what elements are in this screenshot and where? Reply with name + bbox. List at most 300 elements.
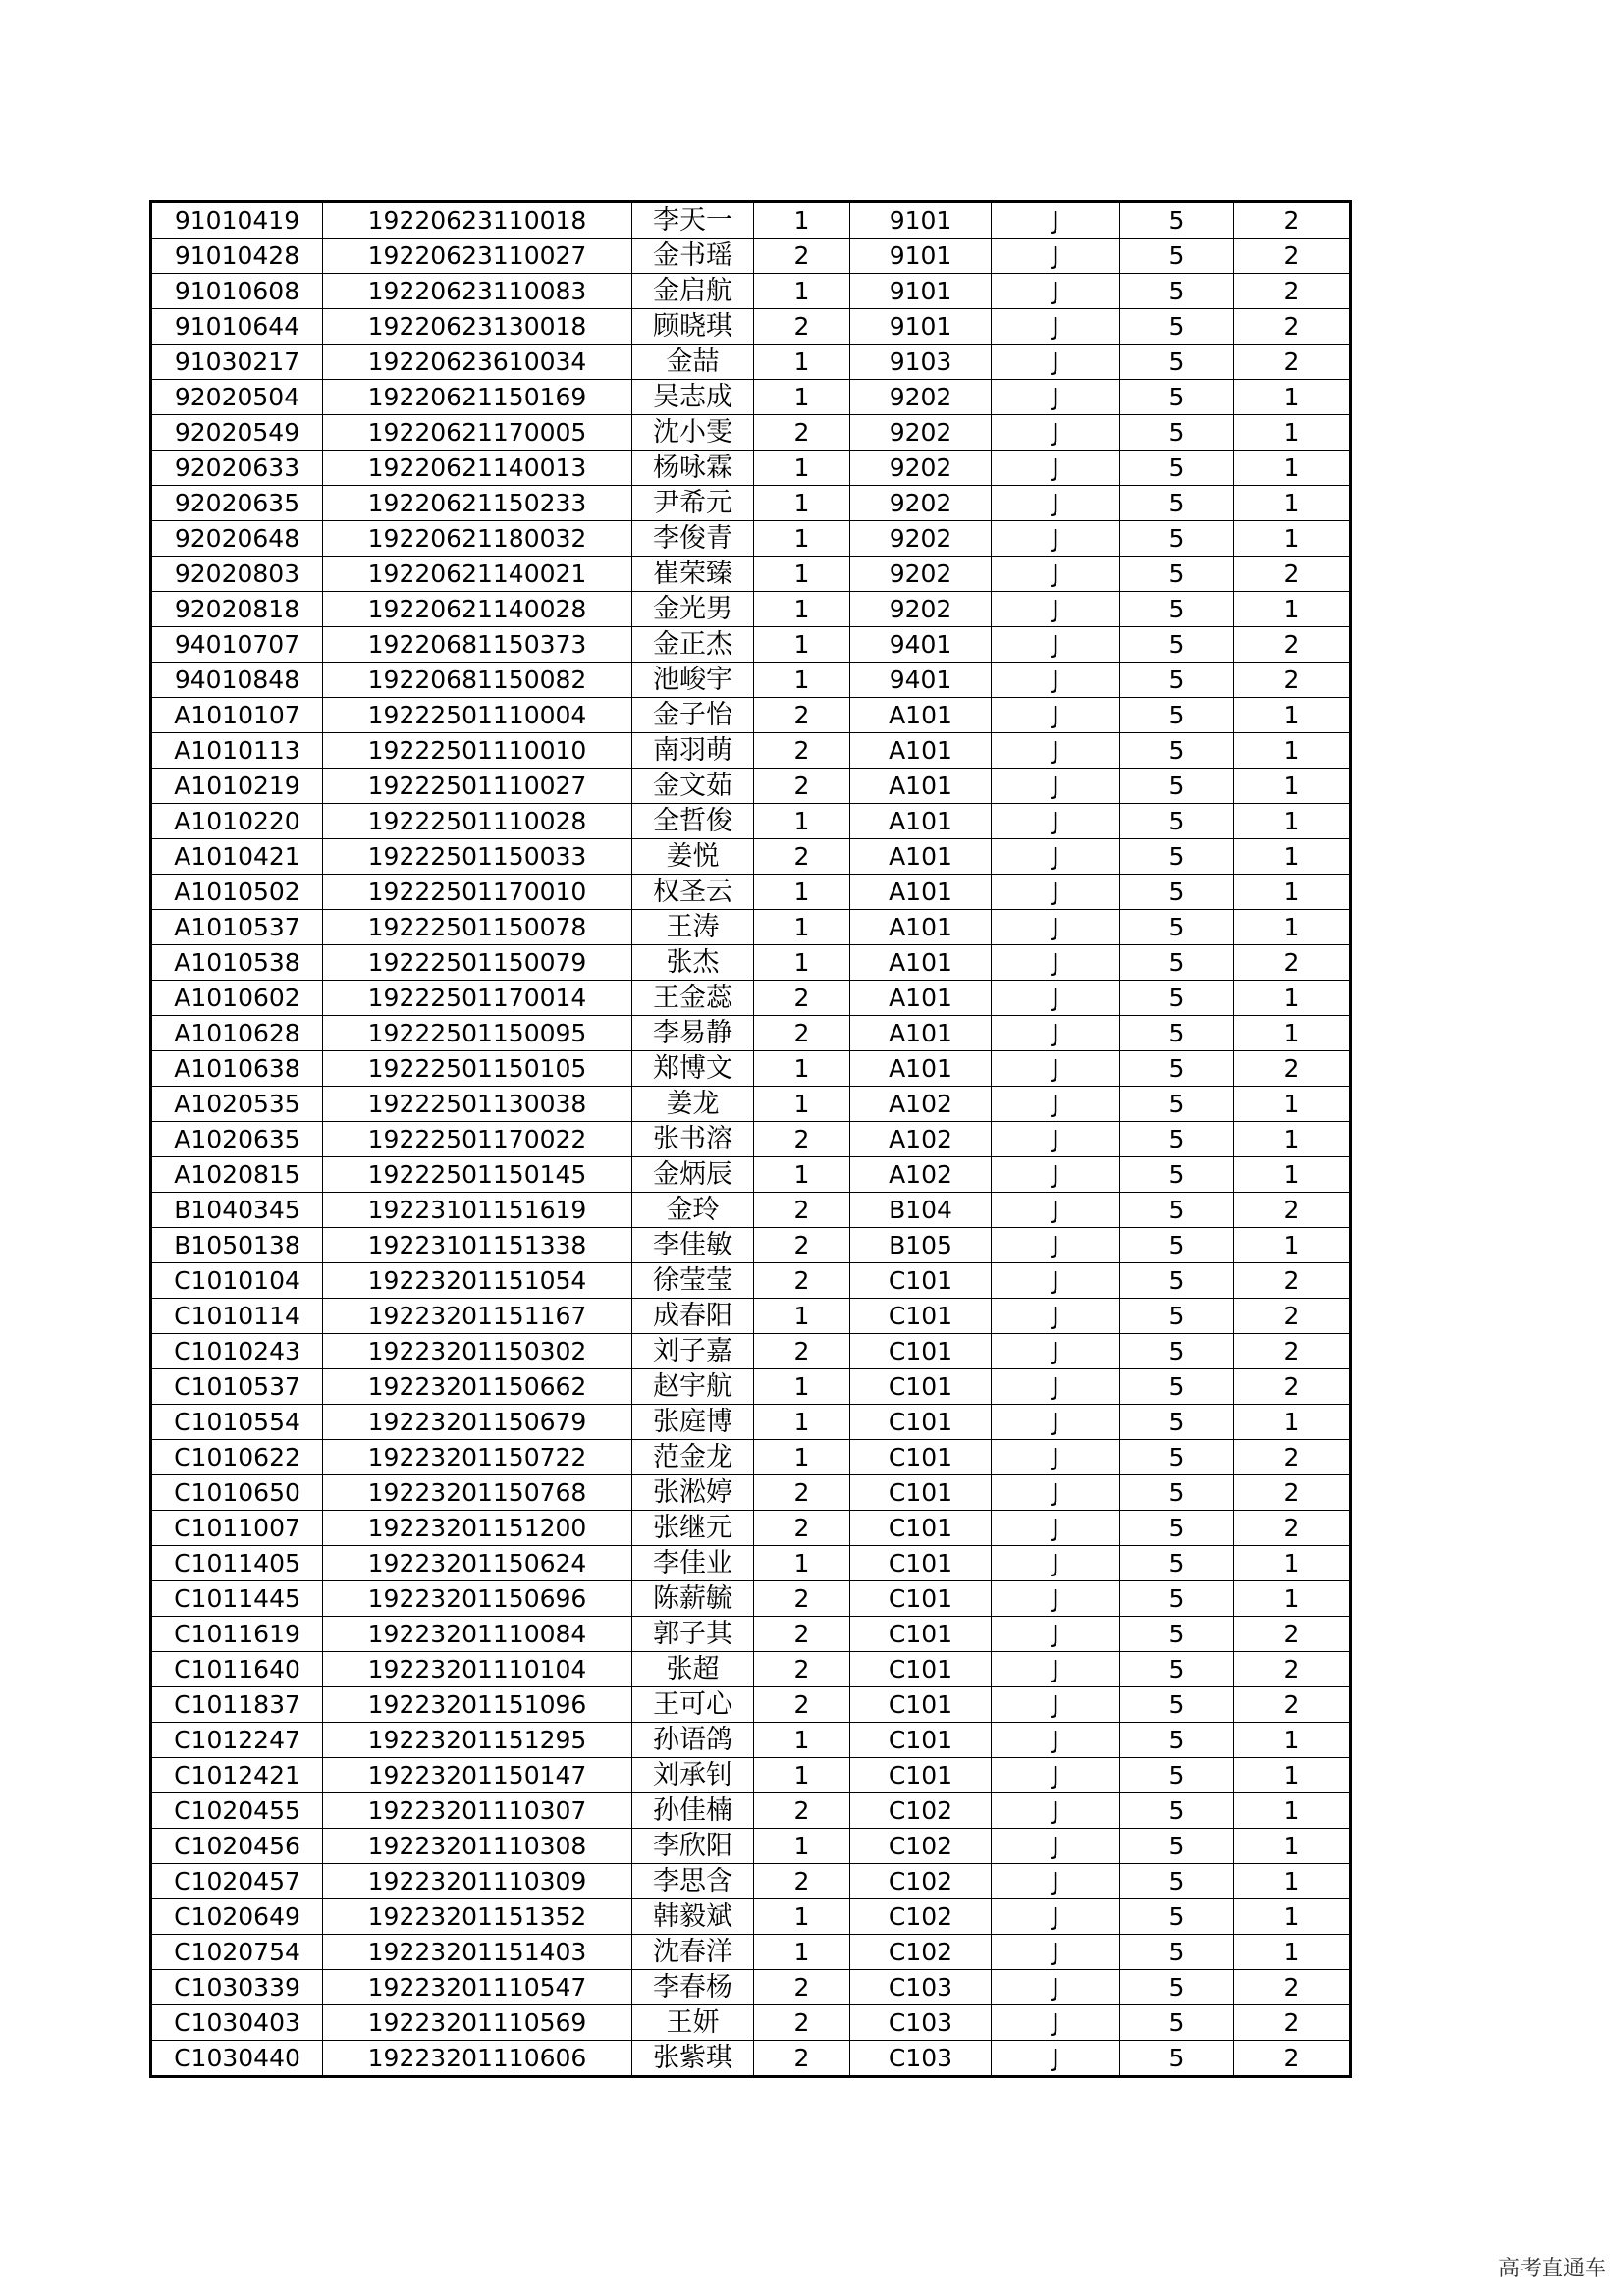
gender-cell: 1: [754, 1440, 850, 1475]
name-cell: 杨咏霖: [632, 451, 754, 486]
count-cell: 5: [1120, 2005, 1234, 2041]
student-id-cell: 19222501150105: [323, 1051, 632, 1087]
category-cell: 1: [1234, 1899, 1351, 1935]
student-id-cell: 19222501170014: [323, 981, 632, 1016]
count-cell: 5: [1120, 910, 1234, 945]
name-cell: 李佳敏: [632, 1228, 754, 1263]
category-cell: 1: [1234, 1546, 1351, 1581]
table-row: [151, 1263, 1351, 1299]
exam-id-cell: C1011405: [151, 1546, 323, 1581]
count-cell: 5: [1120, 2041, 1234, 2077]
category-cell: 2: [1234, 945, 1351, 981]
student-id-cell: 19223201150147: [323, 1758, 632, 1793]
table-row: [151, 557, 1351, 592]
gender-cell: 1: [754, 1405, 850, 1440]
category-cell: 2: [1234, 239, 1351, 274]
exam-id-cell: C1010622: [151, 1440, 323, 1475]
class-code-cell: C101: [850, 1334, 992, 1369]
count-cell: 5: [1120, 451, 1234, 486]
student-id-cell: 19223201150696: [323, 1581, 632, 1617]
exam-id-cell: C1020456: [151, 1829, 323, 1864]
count-cell: 5: [1120, 1899, 1234, 1935]
table-row: [151, 486, 1351, 521]
exam-id-cell: A1010107: [151, 698, 323, 733]
exam-id-cell: A1020635: [151, 1122, 323, 1157]
gender-cell: 2: [754, 981, 850, 1016]
class-code-cell: C101: [850, 1758, 992, 1793]
gender-cell: 1: [754, 1157, 850, 1193]
count-cell: 5: [1120, 1723, 1234, 1758]
name-cell: 吴志成: [632, 380, 754, 415]
table-row: [151, 1228, 1351, 1263]
name-cell: 孙佳楠: [632, 1793, 754, 1829]
class-code-cell: C101: [850, 1369, 992, 1405]
table-row: [151, 1051, 1351, 1087]
type-cell: J: [992, 733, 1120, 769]
gender-cell: 2: [754, 1193, 850, 1228]
table-row: [151, 1511, 1351, 1546]
gender-cell: 2: [754, 1617, 850, 1652]
category-cell: 1: [1234, 1793, 1351, 1829]
table-row: [151, 1935, 1351, 1970]
exam-id-cell: 92020803: [151, 557, 323, 592]
category-cell: 2: [1234, 345, 1351, 380]
gender-cell: 1: [754, 627, 850, 663]
exam-id-cell: B1040345: [151, 1193, 323, 1228]
type-cell: J: [992, 1829, 1120, 1864]
gender-cell: 2: [754, 309, 850, 345]
category-cell: 2: [1234, 1193, 1351, 1228]
type-cell: J: [992, 451, 1120, 486]
student-id-cell: 19220621140028: [323, 592, 632, 627]
table-row: [151, 274, 1351, 309]
name-cell: 金子怡: [632, 698, 754, 733]
student-id-cell: 19223201150302: [323, 1334, 632, 1369]
category-cell: 1: [1234, 1228, 1351, 1263]
type-cell: J: [992, 627, 1120, 663]
class-code-cell: 9202: [850, 521, 992, 557]
class-code-cell: C101: [850, 1299, 992, 1334]
category-cell: 2: [1234, 309, 1351, 345]
student-id-cell: 19222501150095: [323, 1016, 632, 1051]
gender-cell: 1: [754, 521, 850, 557]
student-id-cell: 19223201150722: [323, 1440, 632, 1475]
type-cell: J: [992, 345, 1120, 380]
gender-cell: 2: [754, 415, 850, 451]
table-row: [151, 1016, 1351, 1051]
exam-id-cell: B1050138: [151, 1228, 323, 1263]
table-row: [151, 769, 1351, 804]
class-code-cell: C101: [850, 1263, 992, 1299]
gender-cell: 1: [754, 804, 850, 839]
class-code-cell: A101: [850, 804, 992, 839]
type-cell: J: [992, 309, 1120, 345]
table-row: [151, 839, 1351, 875]
gender-cell: 1: [754, 1829, 850, 1864]
count-cell: 5: [1120, 1793, 1234, 1829]
table-row: [151, 1299, 1351, 1334]
table-row: [151, 1405, 1351, 1440]
student-id-cell: 19223201151200: [323, 1511, 632, 1546]
class-code-cell: C101: [850, 1723, 992, 1758]
gender-cell: 1: [754, 1546, 850, 1581]
student-id-cell: 19223201151167: [323, 1299, 632, 1334]
student-id-cell: 19220623610034: [323, 345, 632, 380]
table-row: [151, 1440, 1351, 1475]
student-id-cell: 19223201150679: [323, 1405, 632, 1440]
count-cell: 5: [1120, 981, 1234, 1016]
category-cell: 1: [1234, 981, 1351, 1016]
count-cell: 5: [1120, 1263, 1234, 1299]
class-code-cell: C101: [850, 1405, 992, 1440]
count-cell: 5: [1120, 1864, 1234, 1899]
table-row: [151, 1122, 1351, 1157]
gender-cell: 1: [754, 202, 850, 239]
type-cell: J: [992, 1334, 1120, 1369]
exam-id-cell: C1020455: [151, 1793, 323, 1829]
exam-id-cell: C1011837: [151, 1687, 323, 1723]
student-id-cell: 19223201110104: [323, 1652, 632, 1687]
table-row: [151, 627, 1351, 663]
student-id-cell: 19220621170005: [323, 415, 632, 451]
name-cell: 刘承钊: [632, 1758, 754, 1793]
student-id-cell: 19223201110547: [323, 1970, 632, 2005]
exam-id-cell: 91010644: [151, 309, 323, 345]
name-cell: 全哲俊: [632, 804, 754, 839]
category-cell: 2: [1234, 1299, 1351, 1334]
table-row: [151, 521, 1351, 557]
class-code-cell: 9202: [850, 486, 992, 521]
count-cell: 5: [1120, 945, 1234, 981]
count-cell: 5: [1120, 1157, 1234, 1193]
table-row: [151, 2041, 1351, 2077]
name-cell: 李天一: [632, 202, 754, 239]
category-cell: 2: [1234, 1511, 1351, 1546]
count-cell: 5: [1120, 557, 1234, 592]
type-cell: J: [992, 521, 1120, 557]
category-cell: 1: [1234, 1864, 1351, 1899]
gender-cell: 1: [754, 380, 850, 415]
category-cell: 2: [1234, 1652, 1351, 1687]
gender-cell: 2: [754, 839, 850, 875]
exam-id-cell: 94010707: [151, 627, 323, 663]
name-cell: 姜龙: [632, 1087, 754, 1122]
exam-id-cell: 92020504: [151, 380, 323, 415]
student-id-cell: 19223201151295: [323, 1723, 632, 1758]
count-cell: 5: [1120, 486, 1234, 521]
exam-id-cell: C1011445: [151, 1581, 323, 1617]
gender-cell: 2: [754, 1687, 850, 1723]
table-row: [151, 1829, 1351, 1864]
exam-id-cell: C1012247: [151, 1723, 323, 1758]
student-id-cell: 19223201150624: [323, 1546, 632, 1581]
class-code-cell: C102: [850, 1899, 992, 1935]
name-cell: 郑博文: [632, 1051, 754, 1087]
class-code-cell: C101: [850, 1546, 992, 1581]
type-cell: J: [992, 592, 1120, 627]
exam-id-cell: C1030440: [151, 2041, 323, 2077]
student-id-cell: 19220681150082: [323, 663, 632, 698]
student-id-cell: 19220623130018: [323, 309, 632, 345]
exam-id-cell: A1010602: [151, 981, 323, 1016]
category-cell: 1: [1234, 910, 1351, 945]
gender-cell: 1: [754, 274, 850, 309]
name-cell: 李俊青: [632, 521, 754, 557]
type-cell: J: [992, 945, 1120, 981]
class-code-cell: 9401: [850, 627, 992, 663]
type-cell: J: [992, 1440, 1120, 1475]
class-code-cell: A101: [850, 1051, 992, 1087]
gender-cell: 2: [754, 1475, 850, 1511]
student-id-cell: 19223101151338: [323, 1228, 632, 1263]
student-id-cell: 19222501170022: [323, 1122, 632, 1157]
name-cell: 刘子嘉: [632, 1334, 754, 1369]
name-cell: 王妍: [632, 2005, 754, 2041]
name-cell: 南羽萌: [632, 733, 754, 769]
category-cell: 1: [1234, 1122, 1351, 1157]
exam-id-cell: C1011640: [151, 1652, 323, 1687]
name-cell: 金玲: [632, 1193, 754, 1228]
exam-id-cell: A1010421: [151, 839, 323, 875]
exam-id-cell: 92020633: [151, 451, 323, 486]
table-row: [151, 451, 1351, 486]
type-cell: J: [992, 1157, 1120, 1193]
count-cell: 5: [1120, 1193, 1234, 1228]
category-cell: 1: [1234, 1581, 1351, 1617]
student-id-cell: 19223201151403: [323, 1935, 632, 1970]
gender-cell: 2: [754, 1263, 850, 1299]
student-id-cell: 19222501170010: [323, 875, 632, 910]
count-cell: 5: [1120, 1475, 1234, 1511]
count-cell: 5: [1120, 698, 1234, 733]
name-cell: 张继元: [632, 1511, 754, 1546]
student-id-cell: 19220621140021: [323, 557, 632, 592]
count-cell: 5: [1120, 1935, 1234, 1970]
category-cell: 1: [1234, 1016, 1351, 1051]
name-cell: 郭子其: [632, 1617, 754, 1652]
gender-cell: 1: [754, 663, 850, 698]
table-row: [151, 1581, 1351, 1617]
count-cell: 5: [1120, 1122, 1234, 1157]
gender-cell: 1: [754, 592, 850, 627]
gender-cell: 1: [754, 345, 850, 380]
class-code-cell: A101: [850, 875, 992, 910]
student-id-cell: 19222501110004: [323, 698, 632, 733]
gender-cell: 2: [754, 1228, 850, 1263]
name-cell: 李春杨: [632, 1970, 754, 2005]
name-cell: 赵宇航: [632, 1369, 754, 1405]
exam-id-cell: C1010537: [151, 1369, 323, 1405]
class-code-cell: 9202: [850, 592, 992, 627]
class-code-cell: 9103: [850, 345, 992, 380]
table-row: [151, 1087, 1351, 1122]
table-row: [151, 1652, 1351, 1687]
exam-id-cell: C1010650: [151, 1475, 323, 1511]
count-cell: 5: [1120, 1829, 1234, 1864]
student-id-cell: 19223201110307: [323, 1793, 632, 1829]
exam-id-cell: 91010428: [151, 239, 323, 274]
student-id-cell: 19223201150662: [323, 1369, 632, 1405]
exam-id-cell: A1010638: [151, 1051, 323, 1087]
table-row: [151, 202, 1351, 239]
type-cell: J: [992, 839, 1120, 875]
name-cell: 范金龙: [632, 1440, 754, 1475]
class-code-cell: C102: [850, 1829, 992, 1864]
student-id-cell: 19222501130038: [323, 1087, 632, 1122]
table-row: [151, 1369, 1351, 1405]
class-code-cell: C101: [850, 1687, 992, 1723]
student-id-cell: 19222501150078: [323, 910, 632, 945]
type-cell: J: [992, 2005, 1120, 2041]
name-cell: 李易静: [632, 1016, 754, 1051]
exam-id-cell: 92020635: [151, 486, 323, 521]
gender-cell: 1: [754, 1758, 850, 1793]
class-code-cell: 9101: [850, 202, 992, 239]
category-cell: 1: [1234, 769, 1351, 804]
student-id-cell: 19222501150145: [323, 1157, 632, 1193]
category-cell: 1: [1234, 1829, 1351, 1864]
name-cell: 金喆: [632, 345, 754, 380]
count-cell: 5: [1120, 1299, 1234, 1334]
type-cell: J: [992, 981, 1120, 1016]
type-cell: J: [992, 1899, 1120, 1935]
count-cell: 5: [1120, 804, 1234, 839]
type-cell: J: [992, 1016, 1120, 1051]
gender-cell: 1: [754, 486, 850, 521]
class-code-cell: B104: [850, 1193, 992, 1228]
table-row: [151, 733, 1351, 769]
exam-id-cell: A1010628: [151, 1016, 323, 1051]
class-code-cell: A101: [850, 945, 992, 981]
table-row: [151, 1617, 1351, 1652]
exam-id-cell: C1010104: [151, 1263, 323, 1299]
type-cell: J: [992, 202, 1120, 239]
class-code-cell: A101: [850, 733, 992, 769]
count-cell: 5: [1120, 1405, 1234, 1440]
table-row: [151, 1687, 1351, 1723]
table-row: [151, 239, 1351, 274]
count-cell: 5: [1120, 1652, 1234, 1687]
name-cell: 王金蕊: [632, 981, 754, 1016]
count-cell: 5: [1120, 1617, 1234, 1652]
count-cell: 5: [1120, 769, 1234, 804]
type-cell: J: [992, 1617, 1120, 1652]
exam-id-cell: A1010502: [151, 875, 323, 910]
category-cell: 1: [1234, 1723, 1351, 1758]
type-cell: J: [992, 1687, 1120, 1723]
category-cell: 1: [1234, 380, 1351, 415]
name-cell: 崔荣臻: [632, 557, 754, 592]
name-cell: 韩毅斌: [632, 1899, 754, 1935]
name-cell: 沈春洋: [632, 1935, 754, 1970]
class-code-cell: A101: [850, 698, 992, 733]
name-cell: 陈薪毓: [632, 1581, 754, 1617]
class-code-cell: 9202: [850, 451, 992, 486]
count-cell: 5: [1120, 1228, 1234, 1263]
student-id-cell: 19223201151054: [323, 1263, 632, 1299]
category-cell: 2: [1234, 663, 1351, 698]
gender-cell: 1: [754, 945, 850, 981]
class-code-cell: A101: [850, 769, 992, 804]
gender-cell: 1: [754, 1369, 850, 1405]
gender-cell: 2: [754, 1864, 850, 1899]
exam-id-cell: A1010113: [151, 733, 323, 769]
category-cell: 2: [1234, 1334, 1351, 1369]
count-cell: 5: [1120, 309, 1234, 345]
student-id-cell: 19220621150169: [323, 380, 632, 415]
category-cell: 2: [1234, 2005, 1351, 2041]
type-cell: J: [992, 1475, 1120, 1511]
type-cell: J: [992, 1511, 1120, 1546]
table-row: [151, 1864, 1351, 1899]
name-cell: 张书溶: [632, 1122, 754, 1157]
type-cell: J: [992, 769, 1120, 804]
class-code-cell: C101: [850, 1475, 992, 1511]
type-cell: J: [992, 415, 1120, 451]
type-cell: J: [992, 1723, 1120, 1758]
type-cell: J: [992, 1652, 1120, 1687]
category-cell: 2: [1234, 1687, 1351, 1723]
exam-id-cell: 94010848: [151, 663, 323, 698]
name-cell: 李佳业: [632, 1546, 754, 1581]
name-cell: 张淞婷: [632, 1475, 754, 1511]
student-id-cell: 19220621140013: [323, 451, 632, 486]
count-cell: 5: [1120, 627, 1234, 663]
type-cell: J: [992, 1405, 1120, 1440]
gender-cell: 2: [754, 1652, 850, 1687]
count-cell: 5: [1120, 1334, 1234, 1369]
table-body: [151, 202, 1351, 2077]
name-cell: 张杰: [632, 945, 754, 981]
gender-cell: 2: [754, 698, 850, 733]
name-cell: 金文茹: [632, 769, 754, 804]
type-cell: J: [992, 1793, 1120, 1829]
name-cell: 沈小雯: [632, 415, 754, 451]
name-cell: 张紫琪: [632, 2041, 754, 2077]
category-cell: 2: [1234, 1440, 1351, 1475]
count-cell: 5: [1120, 1051, 1234, 1087]
exam-id-cell: C1030403: [151, 2005, 323, 2041]
student-id-cell: 19223201110308: [323, 1829, 632, 1864]
exam-id-cell: A1010219: [151, 769, 323, 804]
class-code-cell: A102: [850, 1157, 992, 1193]
table-row: [151, 1723, 1351, 1758]
class-code-cell: C103: [850, 2005, 992, 2041]
class-code-cell: A101: [850, 839, 992, 875]
student-id-cell: 19222501110010: [323, 733, 632, 769]
count-cell: 5: [1120, 1546, 1234, 1581]
class-code-cell: C103: [850, 1970, 992, 2005]
category-cell: 2: [1234, 274, 1351, 309]
category-cell: 1: [1234, 698, 1351, 733]
type-cell: J: [992, 380, 1120, 415]
table-row: [151, 1193, 1351, 1228]
category-cell: 1: [1234, 839, 1351, 875]
category-cell: 1: [1234, 733, 1351, 769]
count-cell: 5: [1120, 839, 1234, 875]
category-cell: 1: [1234, 1935, 1351, 1970]
type-cell: J: [992, 1369, 1120, 1405]
type-cell: J: [992, 875, 1120, 910]
class-code-cell: C101: [850, 1511, 992, 1546]
type-cell: J: [992, 1228, 1120, 1263]
count-cell: 5: [1120, 1511, 1234, 1546]
gender-cell: 2: [754, 239, 850, 274]
class-code-cell: 9101: [850, 309, 992, 345]
category-cell: 2: [1234, 1263, 1351, 1299]
exam-id-cell: C1011007: [151, 1511, 323, 1546]
type-cell: J: [992, 1935, 1120, 1970]
